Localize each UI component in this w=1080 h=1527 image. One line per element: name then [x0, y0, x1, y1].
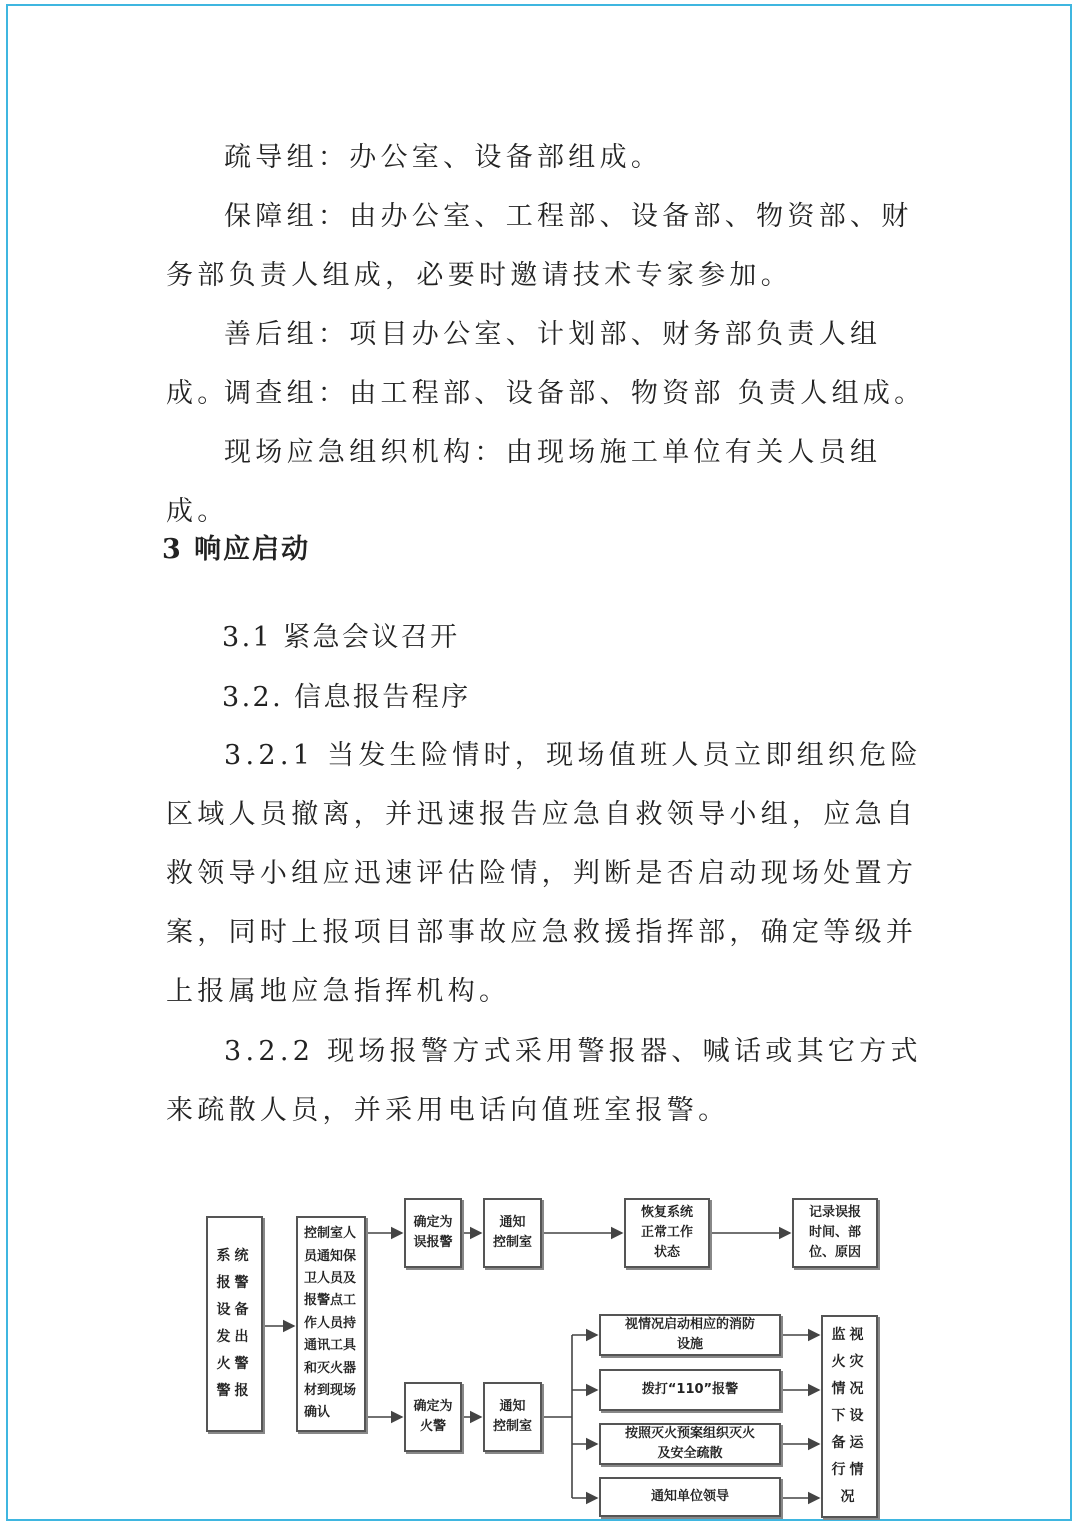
- flowchart-text-line: 发出: [216, 1329, 253, 1345]
- subheading-emergency-meeting: 3.1 紧急会议召开: [222, 622, 460, 653]
- flowchart-text-line: 控制室: [492, 1419, 532, 1434]
- flowchart-text-line: 系统: [216, 1248, 253, 1264]
- confirm-false-alarm-box: [404, 1198, 462, 1268]
- flowchart-text-line: 况: [840, 1489, 859, 1505]
- flowchart-text-line: 确定为: [413, 1398, 453, 1414]
- dial-110-box: [599, 1369, 781, 1411]
- notify-control-room-bottom-box: [483, 1382, 542, 1452]
- flowchart-text-line: 时间、部: [808, 1224, 861, 1240]
- flowchart-text-line: 正常工作: [640, 1224, 693, 1240]
- flowchart-text-line: 通知单位领导: [650, 1488, 729, 1504]
- flowchart-text-line: 通知: [499, 1214, 526, 1230]
- flowchart-text-line: 卫人员及: [304, 1270, 357, 1286]
- flowchart-text-line: 设备: [216, 1302, 253, 1318]
- flowchart-text-line: 下设: [831, 1408, 868, 1424]
- flowchart-text-line: 材到现场: [304, 1383, 357, 1399]
- flowchart-text-line: 恢复系统: [640, 1204, 693, 1220]
- flowchart-text-line: 状态: [653, 1245, 680, 1261]
- section-heading: 3 响应启动: [162, 534, 311, 565]
- restore-system-box: [624, 1198, 710, 1268]
- paragraph-3-2-1: 3.2.1 当发生险情时，现场值班人员立即组织危险区域人员撤离，并迅速报告应急自救领导小组，应急自救领导小组应迅速评估险情，判断是否启动现场处置方案，同时上报项目部事故应急救援指挥部，确定等级并上报属地应急指挥机构。: [166, 740, 922, 1007]
- flowchart-text-line: 拨打“110”报警: [641, 1381, 739, 1397]
- notify-leader-box: [599, 1477, 781, 1517]
- flowchart-text-line: 误报警: [413, 1235, 453, 1250]
- flowchart-text-line: 通知: [499, 1398, 526, 1414]
- flowchart-text-line: 警报: [216, 1383, 253, 1399]
- flowchart-text-line: 按照灭火预案组织灭火: [624, 1425, 755, 1441]
- flowchart-text-line: 报警: [216, 1275, 253, 1291]
- paragraph-investigation-group: 调查组：由工程部、设备部、物资部 负责人组成。: [224, 378, 926, 409]
- flowchart-text-line: 火警: [419, 1419, 446, 1434]
- paragraph-support-group: 保障组：由办公室、工程部、设备部、物资部、财务部负责人组成，必要时邀请技术专家参加。: [166, 201, 913, 291]
- flowchart-text-line: 火灾: [831, 1354, 868, 1370]
- flowchart-text-line: 控制室: [492, 1235, 532, 1250]
- confirm-fire-box: [404, 1382, 462, 1452]
- flowchart-text-line: 作人员持: [304, 1315, 357, 1331]
- paragraph-3-2-2: 3.2.2 现场报警方式采用警报器、喊话或其它方式来疏散人员，并采用电话向值班室报警。: [166, 1036, 922, 1126]
- start-fire-facility-box: [599, 1314, 781, 1356]
- flowchart-text-line: 监视: [831, 1327, 868, 1343]
- control-room-notify-box: [296, 1216, 366, 1432]
- flowchart-text-line: 备运: [831, 1435, 868, 1451]
- flowchart-text-line: 位、原因: [808, 1245, 861, 1261]
- flowchart-text-line: 视情况启动相应的消防: [624, 1316, 755, 1332]
- flowchart-text-line: 确认: [304, 1405, 331, 1421]
- flowchart-text-line: 和灭火器: [304, 1360, 357, 1376]
- notify-control-room-top-box: [483, 1198, 542, 1268]
- flowchart-text-line: 情况: [831, 1381, 868, 1397]
- extinguish-plan-box: [599, 1423, 781, 1465]
- flowchart-text-line: 设施: [676, 1337, 703, 1352]
- flowchart-text-line: 通讯工具: [304, 1338, 357, 1354]
- subheading-report-procedure: 3.2. 信息报告程序: [222, 682, 471, 713]
- paragraph-aftermath-group: 善后组：项目办公室、计划部、财务部负责人组成。: [166, 319, 882, 409]
- flowchart-text-line: 行情: [831, 1462, 868, 1478]
- paragraph-guidance-group: 疏导组：办公室、设备部组成。: [224, 142, 663, 173]
- record-false-alarm-box: [792, 1198, 878, 1268]
- flowchart-text-line: 报警点工: [304, 1293, 357, 1309]
- flowchart-text-line: 控制室人: [304, 1226, 357, 1242]
- flowchart-text-line: 火警: [216, 1356, 253, 1372]
- flowchart-text-line: 确定为: [413, 1214, 453, 1230]
- flowchart-text-line: 及安全疏散: [657, 1446, 723, 1461]
- flowchart-text-line: 员通知保: [304, 1248, 357, 1264]
- paragraph-onsite-organization: 现场应急组织机构：由现场施工单位有关人员组成。: [166, 437, 882, 527]
- system-alarm-box: [206, 1216, 263, 1432]
- flowchart-text-line: 记录误报: [808, 1204, 861, 1220]
- monitor-fire-box: [821, 1315, 878, 1518]
